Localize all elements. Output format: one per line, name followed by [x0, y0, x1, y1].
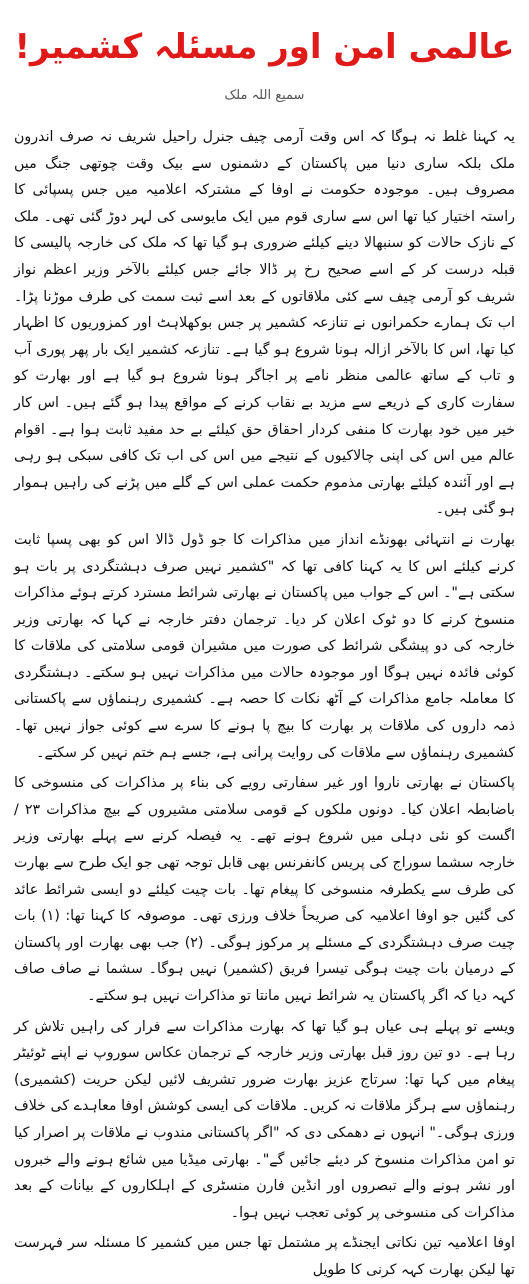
- article-headline: عالمی امن اور مسئلہ کشمیر!: [14, 27, 515, 67]
- article-paragraph-1: یہ کہنا غلط نہ ہوگا کہ اس وقت آرمی چیف جنرل راحیل شریف نہ صرف اندرون ملک بلکہ ساری دنیا میں پاکستان کے دشمنوں سے بیک وقت چوتھی جنگ میں مصروف ہیں۔ موجودہ حکومت نے اوفا کے مشترکہ اعلامیہ میں جس پسپائی کا راستہ اختیار کیا تھا اس سے ساری قوم میں ایک مایوسی کی لہر دوڑ گئی تھی۔ ملک کے نازک حالات کو سنبھالا دینے کیلئے ضروری ہو گیا تھا کہ ملک کی خارجہ پالیسی کا قبلہ درست کر کے اسے صحیح رخ پر ڈالا جائے جس کیلئے بالآخر وزیر اعظم نواز شریف کو آرمی چیف سے کئی ملاقاتوں کے بعد اسے ثبت سمت کی طرف موڑنا پڑا۔ اب تک ہمارے حکمرانوں نے تنازعہ کشمیر پر جس بوکھلاہٹ اور کمزوریوں کا اظہار کیا تھا، اس کا بالآخر ازالہ ہونا شروع ہو گیا ہے۔ تنازعہ کشمیر ایک بار پھر پوری آب و تاب کے ساتھ عالمی منظر نامے پر اجاگر ہونا شروع ہو گیا ہے اور بھارت کو سفارت کاری کے ذریعے سے مزید بے نقاب کرنے کے مواقع پیدا ہو گئے ہیں۔ اس کار خیر میں خود بھارت کا منفی کردار احقاق حق کیلئے بے حد مفید ثابت ہوا ہے۔ اقوام عالم میں اس کی اپنی چالاکیوں کے نتیجے میں اس کی اب تک کافی سبکی ہو رہی ہے اور آئندہ کیلئے بھارتی مذموم حکمت عملی اس کے گلے میں پڑنے کی راہیں ہموار ہو گئی ہیں۔: [14, 129, 515, 518]
- article-paragraph-5: اوفا اعلامیہ تین نکاتی ایجنڈے پر مشتمل تھا جس میں کشمیر کا مسئلہ سر فہرست تھا لیکن بھارت کہہ کرنی کا طویل: [14, 1235, 515, 1278]
- article-author: سمیع اللہ ملک: [224, 88, 305, 103]
- article-paragraph-4: ویسے تو پہلے ہی عیاں ہو گیا تھا کہ بھارت مذاکرات سے فرار کی راہیں تلاش کر رہا ہے۔ دو تین روز قبل بھارتی وزیر خارجہ کے ترجمان عکاس سوروپ نے اپنے ٹوئیٹر پیغام میں کہا تھا: سرتاج عزیز بھارت ضرور تشریف لائیں لیکن حریت (کشمیری) رہنماؤں سے ہرگز ملاقات نہ کریں۔ ملاقات کی ایسی کوشش اوفا معاہدے کی خلاف ورزی ہوگی۔" انہوں نے دھمکی دی کہ "اگر پاکستانی مندوب نے ملاقات پر اصرار کیا تو امن مذاکرات منسوخ کر دیئے جائیں گے"۔ بھارتی میڈیا میں شائع ہونے والے خبروں اور نشر ہونے والے تبصروں اور انڈین فارن منسٹری کے اہلکاروں کے بیانات کے بعد مذاکرات کی منسوخی پر کوئی تعجب نہیں ہوا۔: [14, 1018, 515, 1221]
- article-paragraph-2: بھارت نے انتہائی بھونڈے انداز میں مذاکرات کا جو ڈول ڈالا اس کو بھی پسپا ثابت کرنے کیلئے اس کا یہ کہنا کافی تھا کہ "کشمیر نہیں صرف دہشتگردی پر بات ہو سکتی ہے"۔ اس کے جواب میں پاکستان نے بھارتی شرائط مسترد کرتے ہوئے مذاکرات منسوخ کرنے کا دو ٹوک اعلان کر دیا۔ ترجمان دفتر خارجہ نے کہا کہ بھارتی وزیر خارجہ کی دو پیشگی شرائط کی صورت میں مشیران قومی سلامتی کی ملاقات کا کوئی فائدہ نہیں ہوگا اور موجودہ حالات میں مذاکرات نہیں ہو سکتے۔ دہشتگردی کا معاملہ جامع مذاکرات کے آٹھ نکات کا حصہ ہے۔ کشمیری رہنماؤں سے پاکستانی ذمہ داروں کی ملاقات پر بھارت کا بیچ پا ہونے کا سرے سے کوئی جواز نہیں تھا۔ کشمیری رہنماؤں سے ملاقات کی روایت پرانی ہے، جسے ہم ختم نہیں کر سکتے۔: [14, 531, 515, 761]
- article-body: [14, 124, 515, 1278]
- article-paragraph-3: پاکستان نے بھارتی ناروا اور غیر سفارتی رویے کی بناء پر مذاکرات کی منسوخی کا باضابطہ اعلان کیا۔ دونوں ملکوں کے قومی سلامتی مشیروں کے بیچ مذاکرات ۲۳ / اگست کو نئی دہلی میں شروع ہونے تھے۔ یہ فیصلہ کرنے سے پہلے بھارتی وزیر خارجہ سشما سوراج کی پریس کانفرنس بھی قابل توجہ تھی جو ایک طرح سے بھارت کی طرف سے یکطرفہ منسوخی کا پیغام تھا۔ بات چیت کیلئے دو ایسی شرائط عائد کی گئیں جو اوفا اعلامیہ کی صریحاً خلاف ورزی تھی۔ موصوفہ کا کہنا تھا: (۱) بات چیت صرف دہشتگردی کے مسئلے پر مرکوز ہوگی۔ (۲) جب بھی بھارت اور پاکستان کے درمیان بات چیت ہوگی تیسرا فریق (کشمیر) نہیں ہوگا۔ سشما نے صاف صاف کہہ دیا کہ اگر پاکستان یہ شرائط نہیں مانتا تو مذاکرات نہیں ہو سکتے۔: [14, 775, 515, 1004]
